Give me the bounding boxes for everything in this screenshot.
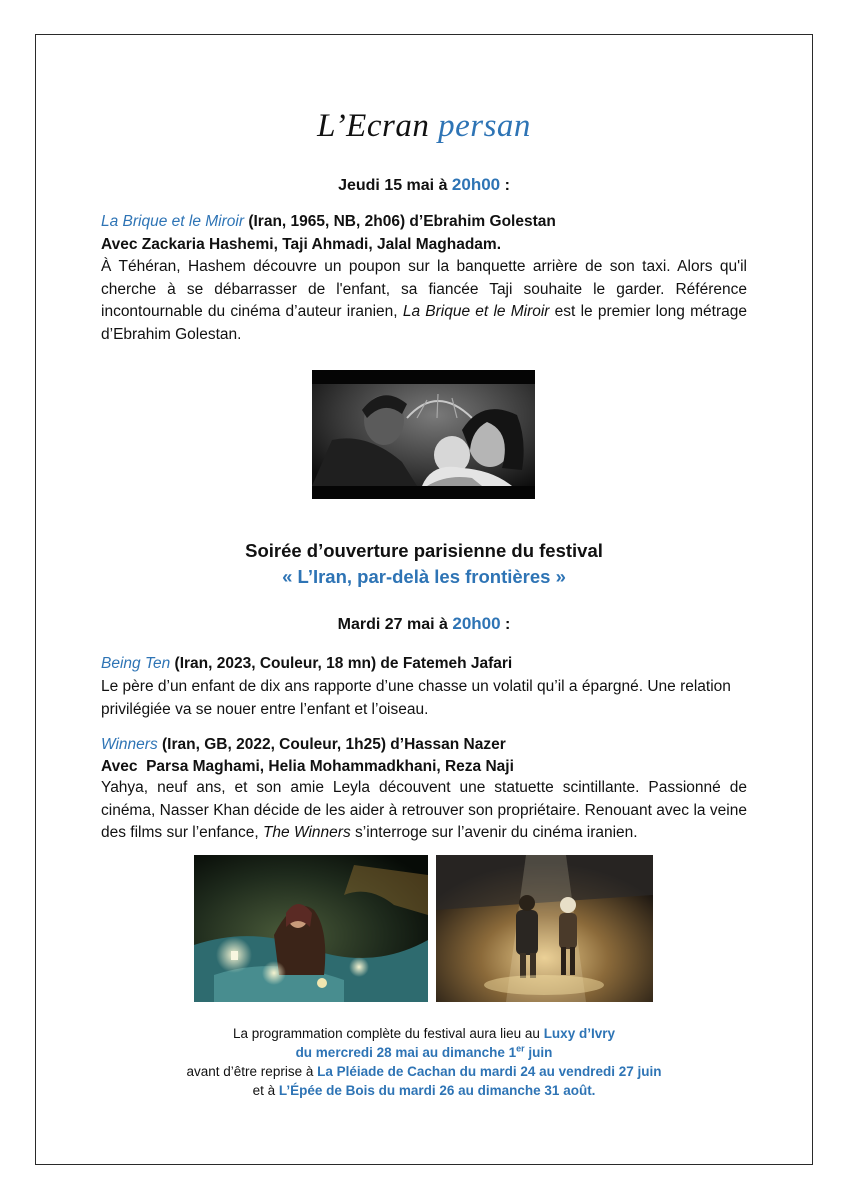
footer-line1-text: La programmation complète du festival aura lieu au — [233, 1026, 544, 1041]
footer-dates-a: du mercredi 28 mai au dimanche 1 — [295, 1045, 517, 1060]
film3-cast: Avec Parsa Maghami, Helia Mohammadkhani, Reza Naji — [101, 758, 514, 775]
film1-cast: Avec Zackaria Hashemi, Taji Ahmadi, Jalal Maghadam. — [101, 236, 502, 253]
film1-synopsis — [101, 256, 747, 346]
film-still-winners-1 — [194, 855, 428, 1002]
title-part2: persan — [438, 108, 531, 144]
event2-colon: : — [505, 616, 511, 633]
film2-synopsis: Le père d’un enfant de dix ans rapporte d’une chasse un volatil qu’il a épargné. Une relation privilégiée va se nouer entre l’enfant et l’oiseau. — [101, 678, 731, 718]
footer-venue-pleiade: La Pléiade de Cachan du mardi 24 au vendredi 27 juin — [317, 1064, 662, 1079]
footer-dates-b: juin — [524, 1045, 553, 1060]
film2-heading — [101, 653, 747, 676]
film-still-winners-2 — [436, 855, 653, 1002]
film3-meta: (Iran, GB, 2022, Couleur, 1h25) d’Hassan Nazer — [157, 736, 506, 753]
film1-title: La Brique et le Miroir — [101, 213, 245, 230]
film1-heading — [101, 211, 747, 234]
title-part1: L’Ecran — [317, 108, 430, 144]
film3-synopsis-italic: The Winners — [262, 824, 351, 841]
film1-synopsis-italic: La Brique et le Miroir — [402, 303, 550, 320]
film2-meta: (Iran, 2023, Couleur, 18 mn) de Fatemeh Jafari — [170, 655, 513, 672]
film3-synopsis — [101, 777, 747, 845]
event1-date: Jeudi 15 mai à — [338, 177, 448, 194]
opening-line1: Soirée d’ouverture parisienne du festival — [245, 540, 603, 561]
film3-synopsis-end: s’interroge sur l’avenir du cinéma iranien. — [350, 824, 638, 841]
event1-colon: : — [504, 177, 510, 194]
film1-synopsis-text: À Téhéran, Hashem découvre un poupon sur la banquette arrière de son taxi. Alors qu'il cherche à se débarrasser de l'enfant, sa fiancée Taji souhaite le garder. Référence incontournable du cinéma d’auteur iranien, — [101, 258, 747, 320]
event2-date: Mardi 27 mai à — [337, 616, 448, 633]
opening-line2: « L’Iran, par-delà les frontières » — [282, 566, 566, 587]
event2-dateline — [0, 614, 848, 634]
event1-dateline — [0, 175, 848, 195]
event1-time: 20h00 — [451, 175, 501, 194]
footer-line3 — [0, 1062, 848, 1082]
event2-time: 20h00 — [452, 614, 501, 633]
footer-line2 — [0, 1043, 848, 1063]
footer-venue-luxy: Luxy d’Ivry — [543, 1026, 615, 1041]
film1-synopsis-end: est le premier long métrage d’Ebrahim Golestan. — [101, 303, 747, 343]
footer-venue-epee: L’Épée de Bois du mardi 26 au dimanche 31 août. — [278, 1083, 596, 1098]
film1-meta: (Iran, 1965, NB, 2h06) d’Ebrahim Golestan — [244, 213, 556, 230]
film2-title: Being Ten — [101, 655, 171, 672]
footer-line4-text: et à — [252, 1083, 279, 1098]
film-still-brique — [312, 370, 535, 499]
film3-heading — [101, 734, 747, 757]
footer-dates-sup: er — [516, 1043, 525, 1054]
footer-line3-text: avant d’être reprise à — [186, 1064, 318, 1079]
footer-line1 — [0, 1024, 848, 1044]
film3-title: Winners — [101, 736, 158, 753]
film3-synopsis-text: Yahya, neuf ans, et son amie Leyla découvent une statuette scintillante. Passionné de cinéma, Nasser Khan décide de les aider à retrouver son propriétaire. Renouant avec la veine des films sur l’enfance, — [101, 779, 747, 841]
page-title — [0, 108, 848, 145]
footer-line4 — [0, 1081, 848, 1101]
